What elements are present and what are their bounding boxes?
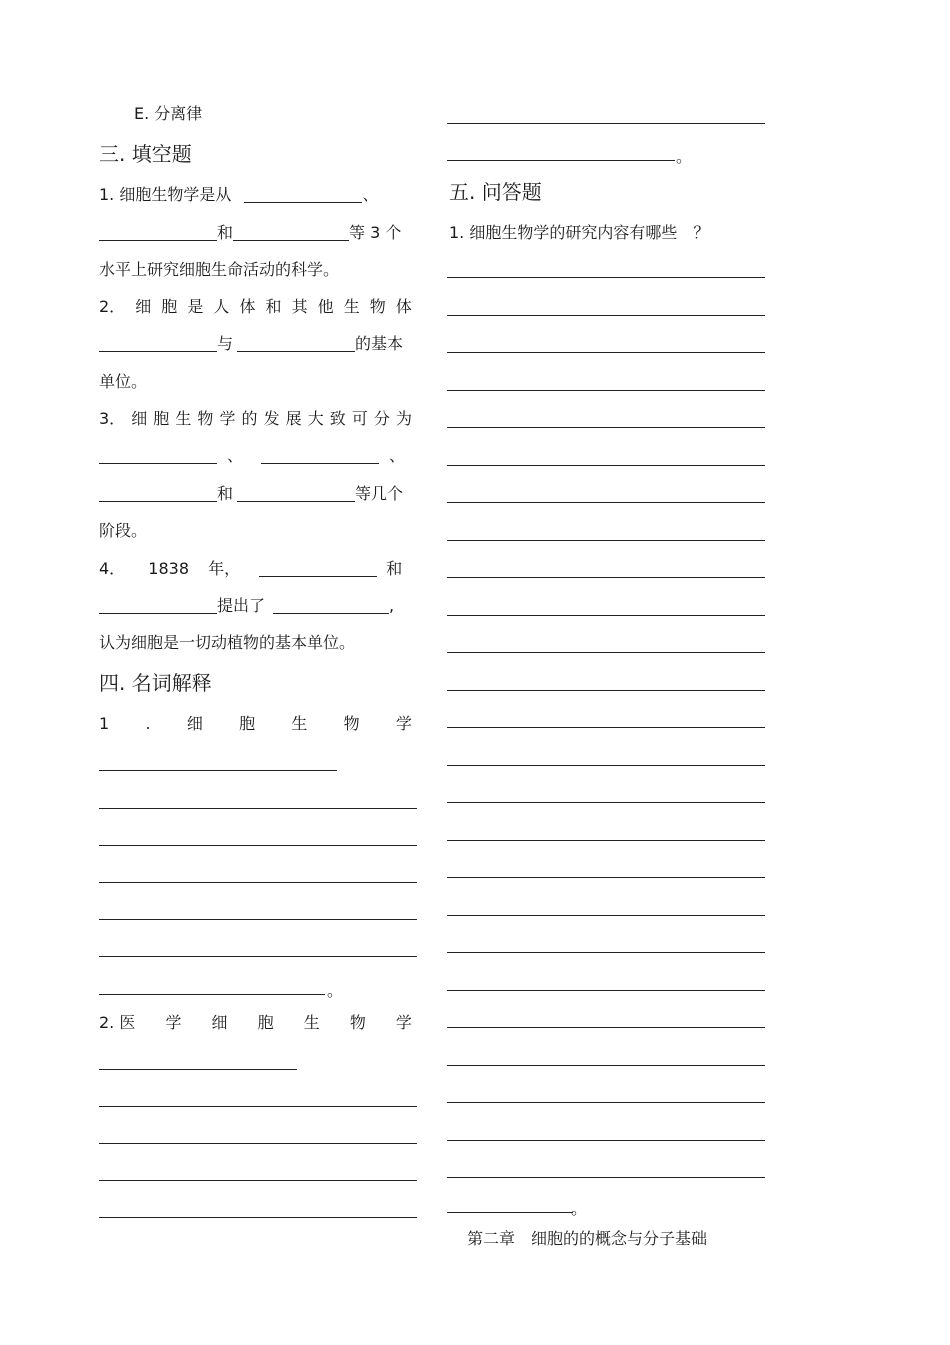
term1-char: 物: [343, 714, 360, 733]
answer-line[interactable]: [447, 390, 765, 391]
q3-char: 可: [351, 409, 368, 428]
fill-q2-line1: [99, 296, 412, 318]
section-4-title: 四. 名词解释: [99, 671, 212, 695]
answer-line[interactable]: [447, 990, 765, 991]
period-mark: 。: [571, 1199, 588, 1218]
q3-char: 大: [307, 409, 324, 428]
q2-char: 他: [317, 297, 334, 316]
answer-line[interactable]: [447, 1212, 573, 1213]
answer-line[interactable]: [447, 123, 765, 124]
q2-char: 人: [213, 297, 230, 316]
fill-q1-line2: [99, 222, 401, 244]
q3-char: 物: [197, 409, 214, 428]
answer-line[interactable]: [447, 915, 765, 916]
answer-line[interactable]: [99, 770, 337, 771]
q2-char: 体: [239, 297, 256, 316]
q3-char: 3．: [99, 409, 126, 428]
answer-line[interactable]: [447, 465, 765, 466]
fill-q4-blank-3[interactable]: [273, 597, 389, 614]
fill-q1-text-d: 等 3 个: [349, 223, 402, 242]
answer-line[interactable]: [99, 1217, 417, 1218]
term2-char: 学: [165, 1013, 182, 1032]
answer-line[interactable]: [99, 1106, 417, 1107]
fill-q4-text-d: ,: [389, 596, 395, 615]
answer-line[interactable]: [99, 919, 417, 920]
q2-char: 胞: [161, 297, 178, 316]
answer-line[interactable]: [447, 615, 765, 616]
q2-char: 体: [395, 297, 412, 316]
term1-char: 学: [395, 714, 412, 733]
answer-line[interactable]: [447, 315, 765, 316]
q3-char: 分: [373, 409, 390, 428]
answer-line[interactable]: [447, 160, 675, 161]
fill-q3-sep-2: 、: [389, 446, 406, 465]
section-3-title: 三. 填空题: [99, 142, 192, 166]
fill-q3-line3: [99, 483, 403, 505]
answer-line[interactable]: [447, 277, 765, 278]
fill-q4-text-b: 和: [386, 559, 403, 578]
answer-line[interactable]: [99, 808, 417, 809]
answer-line[interactable]: [447, 577, 765, 578]
answer-line[interactable]: [447, 840, 765, 841]
q2-char: 细: [135, 297, 152, 316]
q2-char: 生: [343, 297, 360, 316]
fill-q4-line3: 认为细胞是一切动植物的基本单位。: [99, 633, 356, 652]
fill-q1-text-c: 和: [217, 223, 234, 242]
fill-q4-text-c: 提出了: [217, 596, 266, 615]
fill-q2-blank-2[interactable]: [237, 335, 355, 352]
answer-line[interactable]: [447, 1065, 765, 1066]
answer-line[interactable]: [447, 1027, 765, 1028]
fill-q2-blank-1[interactable]: [99, 335, 217, 352]
term1-char: 生: [291, 714, 308, 733]
question-1-text: 1. 细胞生物学的研究内容有哪些: [449, 223, 678, 242]
q2-char: 和: [265, 297, 282, 316]
period-mark: 。: [327, 981, 344, 1000]
fill-q3-blank-3[interactable]: [99, 485, 217, 502]
answer-line[interactable]: [99, 1069, 297, 1070]
q4-year: 1838: [148, 559, 189, 578]
q3-char: 细: [131, 409, 148, 428]
fill-q3-blank-4[interactable]: [237, 485, 355, 502]
fill-q3-line1: [99, 408, 412, 430]
fill-q1-blank-2[interactable]: [99, 224, 217, 241]
answer-line[interactable]: [447, 427, 765, 428]
term1-char: 1: [99, 714, 110, 733]
answer-line[interactable]: [447, 1140, 765, 1141]
fill-q3-line2: [99, 445, 405, 467]
fill-q1-line1: [99, 184, 378, 206]
answer-line[interactable]: [447, 690, 765, 691]
fill-q3-blank-1[interactable]: [99, 447, 217, 464]
fill-q4-line2: [99, 595, 394, 617]
q3-char: 学: [219, 409, 236, 428]
answer-line[interactable]: [447, 952, 765, 953]
question-mark: ？: [693, 223, 710, 242]
fill-q3-blank-2[interactable]: [261, 447, 379, 464]
answer-line[interactable]: [99, 994, 325, 995]
q4-nian: 年，: [208, 559, 241, 578]
answer-line[interactable]: [447, 352, 765, 353]
fill-q1-blank-1[interactable]: [244, 186, 362, 203]
term1-char: .: [145, 714, 151, 733]
answer-line[interactable]: [99, 845, 417, 846]
term2-char: 生: [303, 1013, 320, 1032]
fill-q4-blank-2[interactable]: [99, 597, 217, 614]
term2-char: 2. 医: [99, 1013, 136, 1032]
q2-char: 物: [369, 297, 386, 316]
term2-char: 细: [211, 1013, 228, 1032]
q2-char: 2．: [99, 297, 126, 316]
fill-q3-sep-1: 、: [227, 446, 244, 465]
q2-char: 是: [187, 297, 204, 316]
answer-line[interactable]: [447, 502, 765, 503]
answer-line[interactable]: [447, 1102, 765, 1103]
term2-char: 物: [349, 1013, 366, 1032]
fill-q2-line3: 单位。: [99, 372, 148, 391]
fill-q3-text-c: 和: [217, 484, 234, 503]
fill-q2-text-b: 与: [217, 334, 234, 353]
q3-char: 展: [285, 409, 302, 428]
q2-char: 其: [291, 297, 308, 316]
fill-q2-text-c: 的基本: [355, 334, 404, 353]
fill-q2-line2: [99, 333, 403, 355]
answer-line[interactable]: [99, 956, 417, 957]
q3-char: 为: [395, 409, 412, 428]
chapter-title: 第二章 细胞的的概念与分子基础: [467, 1229, 708, 1248]
term-1-label: [99, 713, 412, 735]
answer-line[interactable]: [447, 765, 765, 766]
answer-line[interactable]: [447, 1177, 765, 1178]
answer-line[interactable]: [99, 1180, 417, 1181]
fill-q3-line4: 阶段。: [99, 521, 148, 540]
fill-q1-line3: 水平上研究细胞生命活动的科学。: [99, 260, 340, 279]
q3-char: 发: [263, 409, 280, 428]
section-5-title: 五. 问答题: [449, 180, 542, 204]
term1-char: 细: [186, 714, 203, 733]
question-1: [449, 222, 709, 244]
fill-q4-line1: [99, 558, 402, 580]
answer-line[interactable]: [447, 540, 765, 541]
fill-q3-text-d: 等几个: [355, 484, 404, 503]
option-e: E. 分离律: [134, 104, 203, 123]
q4-num: 4．: [99, 559, 126, 578]
fill-q1-blank-3[interactable]: [233, 224, 349, 241]
term2-char: 胞: [257, 1013, 274, 1032]
term-2-label: [99, 1012, 412, 1034]
fill-q1-text-a: 1. 细胞生物学是从: [99, 185, 232, 204]
q3-char: 的: [241, 409, 258, 428]
q3-char: 胞: [153, 409, 170, 428]
answer-line[interactable]: [447, 877, 765, 878]
period-mark: 。: [676, 147, 693, 166]
q3-char: 致: [329, 409, 346, 428]
answer-line[interactable]: [447, 802, 765, 803]
answer-line[interactable]: [99, 882, 417, 883]
answer-line[interactable]: [447, 727, 765, 728]
answer-line[interactable]: [99, 1143, 417, 1144]
q3-char: 生: [175, 409, 192, 428]
term1-char: 胞: [239, 714, 256, 733]
term2-char: 学: [395, 1013, 412, 1032]
answer-line[interactable]: [447, 652, 765, 653]
fill-q1-text-b: 、: [362, 185, 379, 204]
fill-q4-blank-1[interactable]: [259, 560, 377, 577]
